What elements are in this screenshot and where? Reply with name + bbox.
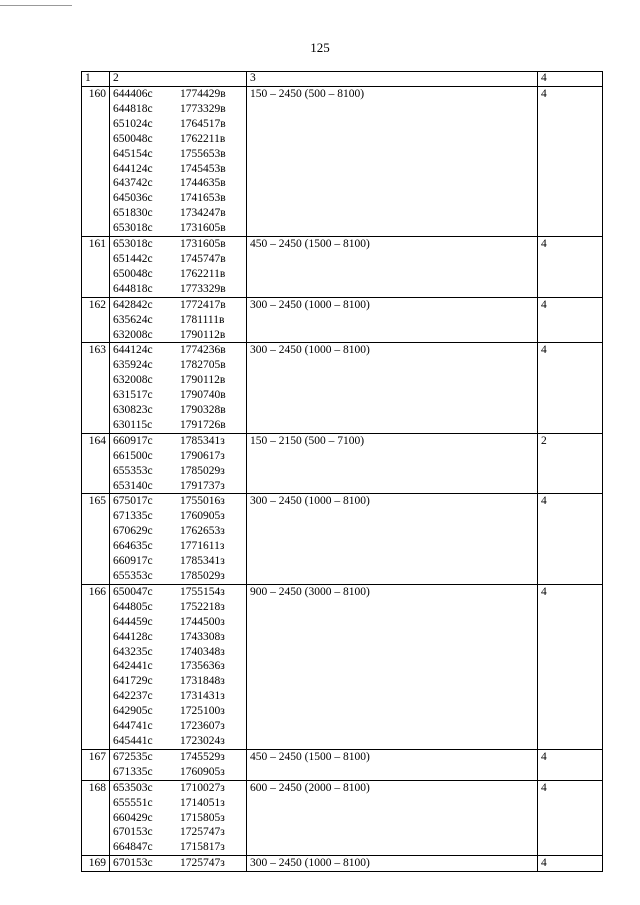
latitude: 651830c xyxy=(113,207,153,220)
value-cell: 4 xyxy=(538,237,603,298)
longitude: 1764517в xyxy=(180,117,226,130)
altitude-range: 450 – 2450 (1500 – 8100) xyxy=(247,749,538,780)
latitude: 650048c xyxy=(113,132,153,145)
latitude: 671335c xyxy=(113,510,153,523)
longitude: 1773329в xyxy=(180,282,226,295)
coordinate-list xyxy=(110,297,247,343)
altitude-range: 450 – 2450 (1500 – 8100) xyxy=(247,237,538,298)
latitude: 630823c xyxy=(113,404,153,417)
row-number: 163 xyxy=(82,343,110,433)
longitude: 1725747з xyxy=(180,826,225,839)
longitude: 1745529з xyxy=(180,750,225,763)
latitude: 670153c xyxy=(113,826,153,839)
latitude: 644124c xyxy=(113,344,153,357)
latitude: 642842c xyxy=(113,298,153,311)
coordinate-pair xyxy=(113,252,243,267)
latitude: 653503c xyxy=(113,781,153,794)
coordinate-pair xyxy=(113,811,243,826)
coordinate-pair xyxy=(113,418,243,433)
latitude: 632008c xyxy=(113,374,153,387)
coordinate-list xyxy=(110,343,247,433)
longitude: 1741653в xyxy=(180,192,226,205)
value-cell: 4 xyxy=(538,343,603,433)
altitude-range: 300 – 2450 (1000 – 8100) xyxy=(247,856,538,872)
longitude: 1755653в xyxy=(180,147,226,160)
value-cell: 4 xyxy=(538,749,603,780)
coordinate-pair xyxy=(113,825,243,840)
altitude-range: 900 – 2450 (3000 – 8100) xyxy=(247,584,538,749)
value-cell: 4 xyxy=(538,780,603,856)
top-rule xyxy=(0,5,72,6)
latitude: 670153c xyxy=(113,857,153,870)
coordinate-list xyxy=(110,433,247,494)
coordinate-pair xyxy=(113,479,243,494)
coordinate-pair xyxy=(113,765,243,780)
row-number: 167 xyxy=(82,749,110,780)
latitude: 645154c xyxy=(113,147,153,160)
latitude: 664635c xyxy=(113,540,153,553)
longitude: 1755154з xyxy=(180,585,225,598)
value-cell: 4 xyxy=(538,87,603,237)
longitude: 1781111в xyxy=(180,313,225,326)
value-cell: 4 xyxy=(538,856,603,872)
coordinate-list xyxy=(110,494,247,584)
row-number: 160 xyxy=(82,87,110,237)
value-cell: 4 xyxy=(538,297,603,343)
altitude-range: 150 – 2450 (500 – 8100) xyxy=(247,87,538,237)
latitude: 653018c xyxy=(113,222,153,235)
latitude: 644818c xyxy=(113,102,153,115)
coordinate-pair xyxy=(113,328,243,343)
table-row xyxy=(82,237,603,298)
coordinate-pair xyxy=(113,796,243,811)
coordinate-pair xyxy=(113,449,243,464)
latitude: 650047c xyxy=(113,585,153,598)
longitude: 1785029з xyxy=(180,464,225,477)
latitude: 650048c xyxy=(113,267,153,280)
coordinate-list xyxy=(110,237,247,298)
page-number: 125 xyxy=(310,40,330,55)
longitude: 1774429в xyxy=(180,88,226,100)
latitude: 661500c xyxy=(113,449,153,462)
longitude: 1755016з xyxy=(180,495,225,508)
longitude: 1710027з xyxy=(180,781,225,794)
longitude: 1723607з xyxy=(180,720,225,733)
coordinate-pair xyxy=(113,388,243,403)
row-number: 161 xyxy=(82,237,110,298)
coordinate-pair xyxy=(113,464,243,479)
longitude: 1790740в xyxy=(180,389,226,402)
longitude: 1762211в xyxy=(180,267,226,280)
latitude: 664847c xyxy=(113,841,153,854)
coordinate-pair xyxy=(113,539,243,554)
header-cell-2: 2 xyxy=(110,72,247,87)
coordinate-pair xyxy=(113,856,243,871)
coordinate-list xyxy=(110,584,247,749)
latitude: 635624c xyxy=(113,313,153,326)
longitude: 1772417в xyxy=(180,298,226,311)
longitude: 1731605в xyxy=(180,238,226,251)
coordinate-pair xyxy=(113,840,243,855)
longitude: 1790112в xyxy=(180,328,226,341)
table-row xyxy=(82,856,603,872)
altitude-range: 300 – 2450 (1000 – 8100) xyxy=(247,297,538,343)
latitude: 645441c xyxy=(113,734,153,747)
header-cell-1: 1 xyxy=(82,72,110,87)
latitude: 653018c xyxy=(113,238,153,251)
longitude: 1771611з xyxy=(180,540,225,553)
latitude: 655353c xyxy=(113,570,153,582)
table-row xyxy=(82,343,603,433)
latitude: 644459c xyxy=(113,615,153,628)
coordinate-pair xyxy=(113,569,243,584)
coordinate-pair xyxy=(113,674,243,689)
latitude: 672535c xyxy=(113,750,153,763)
coordinate-pair xyxy=(113,162,243,177)
longitude: 1760905з xyxy=(180,510,225,523)
longitude: 1744635в xyxy=(180,177,226,190)
coordinate-pair xyxy=(113,524,243,539)
latitude: 635924c xyxy=(113,359,153,372)
longitude: 1782705в xyxy=(180,359,226,372)
coordinate-pair xyxy=(113,132,243,147)
row-number: 162 xyxy=(82,297,110,343)
table-row xyxy=(82,749,603,780)
coordinate-pair xyxy=(113,176,243,191)
coordinate-pair xyxy=(113,734,243,749)
row-number: 169 xyxy=(82,856,110,872)
coordinate-pair xyxy=(113,358,243,373)
coordinate-pair xyxy=(113,117,243,132)
altitude-range: 300 – 2450 (1000 – 8100) xyxy=(247,343,538,433)
table-row xyxy=(82,780,603,856)
table-row xyxy=(82,433,603,494)
row-number: 164 xyxy=(82,433,110,494)
longitude: 1725100з xyxy=(180,705,225,718)
coordinate-pair xyxy=(113,554,243,569)
coordinate-list xyxy=(110,87,247,237)
latitude: 660917c xyxy=(113,434,153,447)
altitude-range: 600 – 2450 (2000 – 8100) xyxy=(247,780,538,856)
longitude: 1714051з xyxy=(180,796,225,809)
latitude: 643235c xyxy=(113,645,153,658)
table-row xyxy=(82,87,603,237)
header-cell-3: 3 xyxy=(247,72,538,87)
coordinate-pair xyxy=(113,719,243,734)
coordinate-pair xyxy=(113,373,243,388)
coordinate-pair xyxy=(113,704,243,719)
coordinate-pair xyxy=(113,237,243,252)
longitude: 1734247в xyxy=(180,207,226,220)
coordinate-list xyxy=(110,780,247,856)
coordinate-pair xyxy=(113,509,243,524)
longitude: 1785341з xyxy=(180,434,225,447)
latitude: 644406c xyxy=(113,88,153,100)
longitude: 1715805з xyxy=(180,811,225,824)
latitude: 644741c xyxy=(113,720,153,733)
latitude: 644124c xyxy=(113,162,153,175)
latitude: 645036c xyxy=(113,192,153,205)
longitude: 1731848з xyxy=(180,675,225,688)
table-header-row xyxy=(82,72,603,87)
table-row xyxy=(82,494,603,584)
altitude-range: 150 – 2150 (500 – 7100) xyxy=(247,433,538,494)
latitude: 644805c xyxy=(113,600,153,613)
row-number: 166 xyxy=(82,584,110,749)
longitude: 1725747з xyxy=(180,857,225,870)
coordinate-pair xyxy=(113,87,243,102)
longitude: 1744500з xyxy=(180,615,225,628)
longitude: 1740348з xyxy=(180,645,225,658)
coordinate-pair xyxy=(113,600,243,615)
latitude: 651442c xyxy=(113,252,153,265)
longitude: 1735636з xyxy=(180,660,225,673)
coordinate-pair xyxy=(113,191,243,206)
coordinate-pair xyxy=(113,781,243,796)
coordinate-pair xyxy=(113,221,243,236)
longitude: 1791737з xyxy=(180,479,225,492)
latitude: 644818c xyxy=(113,282,153,295)
value-cell: 4 xyxy=(538,494,603,584)
latitude: 671335c xyxy=(113,765,153,778)
latitude: 644128c xyxy=(113,630,153,643)
coordinate-pair xyxy=(113,689,243,704)
value-cell: 2 xyxy=(538,433,603,494)
coordinate-pair xyxy=(113,298,243,313)
coordinate-pair xyxy=(113,206,243,221)
coordinate-pair xyxy=(113,630,243,645)
coordinate-pair xyxy=(113,585,243,600)
longitude: 1773329в xyxy=(180,102,226,115)
coordinate-pair xyxy=(113,343,243,358)
table-row xyxy=(82,297,603,343)
longitude: 1774236в xyxy=(180,344,226,357)
coordinate-pair xyxy=(113,750,243,765)
latitude: 631517c xyxy=(113,389,153,402)
latitude: 670629c xyxy=(113,525,153,538)
coordinate-pair xyxy=(113,147,243,162)
longitude: 1762211в xyxy=(180,132,226,145)
row-number: 165 xyxy=(82,494,110,584)
row-number: 168 xyxy=(82,780,110,856)
value-cell: 4 xyxy=(538,584,603,749)
longitude: 1785341з xyxy=(180,555,225,568)
longitude: 1762653з xyxy=(180,525,225,538)
longitude: 1731431з xyxy=(180,690,225,703)
altitude-range: 300 – 2450 (1000 – 8100) xyxy=(247,494,538,584)
latitude: 642905c xyxy=(113,705,153,718)
coordinate-pair xyxy=(113,659,243,674)
longitude: 1785029з xyxy=(180,570,225,582)
coordinate-pair xyxy=(113,313,243,328)
coordinate-pair xyxy=(113,102,243,117)
coordinate-pair xyxy=(113,282,243,297)
data-table xyxy=(81,71,603,872)
latitude: 641729c xyxy=(113,675,153,688)
coordinate-pair xyxy=(113,645,243,660)
longitude: 1745453в xyxy=(180,162,226,175)
latitude: 653140c xyxy=(113,479,153,492)
coordinate-list xyxy=(110,749,247,780)
coordinate-pair xyxy=(113,434,243,449)
latitude: 651024c xyxy=(113,117,153,130)
latitude: 655353c xyxy=(113,464,153,477)
coordinate-pair xyxy=(113,615,243,630)
longitude: 1743308з xyxy=(180,630,225,643)
coordinate-pair xyxy=(113,494,243,509)
latitude: 675017c xyxy=(113,495,153,508)
latitude: 660429c xyxy=(113,811,153,824)
latitude: 660917c xyxy=(113,555,153,568)
coordinate-pair xyxy=(113,267,243,282)
longitude: 1791726в xyxy=(180,418,226,431)
longitude: 1790617з xyxy=(180,449,225,462)
latitude: 655551c xyxy=(113,796,153,809)
table-row xyxy=(82,584,603,749)
longitude: 1731605в xyxy=(180,222,226,235)
header-cell-4: 4 xyxy=(538,72,603,87)
longitude: 1723024з xyxy=(180,734,225,747)
latitude: 632008c xyxy=(113,328,153,341)
coordinate-list xyxy=(110,856,247,872)
longitude: 1745747в xyxy=(180,252,226,265)
longitude: 1760905з xyxy=(180,765,225,778)
coordinate-pair xyxy=(113,403,243,418)
longitude: 1790112в xyxy=(180,374,226,387)
longitude: 1715817з xyxy=(180,841,225,854)
latitude: 642441c xyxy=(113,660,153,673)
latitude: 643742c xyxy=(113,177,153,190)
longitude: 1790328в xyxy=(180,404,226,417)
longitude: 1752218з xyxy=(180,600,225,613)
latitude: 642237c xyxy=(113,690,153,703)
latitude: 630115c xyxy=(113,418,153,431)
